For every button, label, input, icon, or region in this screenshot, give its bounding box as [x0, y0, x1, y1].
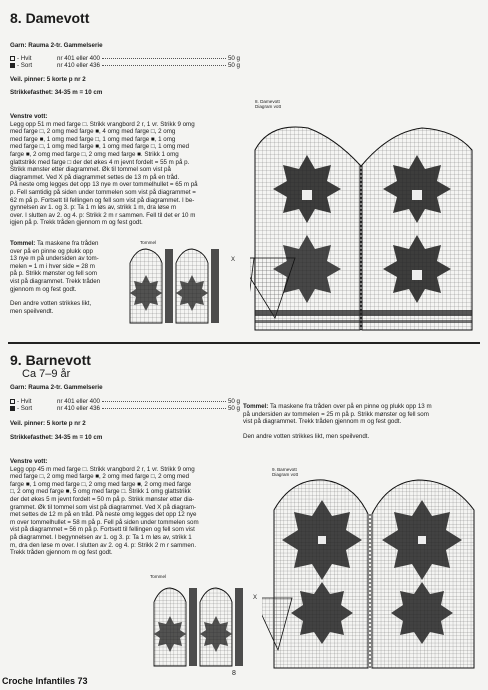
page-number: 8: [232, 670, 236, 677]
thumb-caption: Tommel: [150, 574, 167, 579]
line: Trekk tråden gjennom m og fest godt.: [10, 549, 113, 557]
watermark: Croche Infantiles 73: [2, 676, 88, 686]
line: □, 2 omg med farge ■, 5 omg med farge □. Strikk 1 omg glattstrikk: [10, 488, 191, 496]
line: på diagrammet. I begynnelsen av 1. og 3. p: Ta 1 m løs av, strikk 1: [10, 533, 192, 541]
white-square-icon: [10, 399, 15, 404]
line: over. I slutten av 2. og 4. p: Strikk 2 m r sammen. Fell til det er 10 m: [10, 211, 196, 219]
subheading: Venstre vott:: [10, 458, 48, 465]
yarn-line: Garn: Rauma 2-tr. Gammelserie: [10, 384, 103, 391]
yarn-info: [10, 42, 240, 97]
line: vist på diagrammet. Trekk tråden gjennom m og fest godt.: [243, 418, 402, 426]
star-motif-right-top: [383, 155, 451, 223]
color-row-black: [10, 62, 240, 70]
color-row-black: [10, 405, 240, 413]
thumb-caption: Tommel: [140, 240, 157, 245]
subheading: Tommel:: [10, 240, 36, 247]
line-text: Ta maskene fra tråden: [36, 240, 99, 247]
line: p. Fell samtidig på siden under tommelen som vist på diagrammet =: [10, 188, 196, 196]
line: med farge ■, 1 omg med farge □, 1 omg med farge ■, 1 omg: [10, 135, 176, 143]
line: 62 m på p. Fortsett til fellingen og fell som vist på diagrammet. I be-: [10, 196, 195, 204]
line: farge ■, 2 omg med farge □, 2 omg med farge ■. Strikk 1 omg: [10, 150, 179, 158]
line: Den andre votten strikkes likt,: [10, 300, 92, 308]
color-number: nr 401 eller 400: [57, 397, 100, 405]
line: melen = 1 m i hver side = 28 m: [10, 262, 95, 270]
line: [10, 240, 128, 248]
line: med farge □, 1 omg med farge ■, 1 omg med farge □, 1 omg med: [10, 143, 190, 151]
yarn-line: Garn: Rauma 2-tr. Gammelserie: [10, 42, 103, 49]
line: Den andre votten strikkes likt, men speilvendt.: [243, 432, 370, 440]
line: m over tommelhullet = 58 m på p. Fell på siden under tommelen som: [10, 518, 199, 526]
line: igjen på p. Trekk tråden gjennom m og fest godt.: [10, 219, 143, 227]
thumb-chart-1: [128, 245, 228, 325]
line: 13 nye m på undersiden av tom-: [10, 255, 99, 263]
line: diagrammet. Ved X på diagrammet settes de 13 m på en tråd.: [10, 173, 180, 181]
mitten-chart-1: [250, 110, 480, 332]
black-square-icon: [10, 406, 15, 411]
line: glattstrikk med farge □ der det økes 4 m jevnt fordelt = 55 m på p.: [10, 158, 190, 166]
color-quantity: 50 g: [227, 405, 240, 413]
gauge-line: Strikkefasthet: 34-35 m = 10 cm: [10, 434, 103, 442]
line: på undersiden av tommelen = 25 m på p. Strikk mønster og fell som: [243, 410, 429, 418]
caption-line: 9. Barnevott: [272, 467, 297, 472]
section-subtitle: Ca 7–9 år: [22, 368, 71, 380]
line: over på en pinne og plukk opp: [10, 247, 93, 255]
line: vist på diagrammet = 56 m på p. Fortsett til fellingen og fell som vist: [10, 526, 195, 534]
section-title: 9. Barnevott: [10, 352, 91, 368]
caption-line: Diagram vott: [255, 104, 282, 110]
caption-line: Diagram vott: [272, 472, 299, 478]
line: på p. Strikk mønster og fell som: [10, 270, 97, 278]
subheading: Tommel:: [243, 403, 269, 410]
line: [243, 403, 479, 411]
color-label: - Hvit: [17, 54, 32, 62]
subheading: Venstre vott:: [10, 113, 48, 120]
white-square-icon: [10, 56, 15, 61]
left-mitten-instructions: [10, 458, 246, 557]
color-quantity: 50 g: [227, 54, 240, 62]
line: På neste omg legges det opp 13 nye m over tommelhullet = 65 m på: [10, 181, 198, 189]
caption-line: 8. Damevott: [255, 99, 280, 104]
diagram-caption: [255, 99, 281, 109]
line: med farge □, 2 omg med farge ■, 2 omg med farge □, 2 omg med: [10, 473, 190, 481]
section-title: 8. Damevott: [10, 10, 90, 26]
line: der det økes 5 m jevnt fordelt = 50 m på p. Strikk mønster etter dia-: [10, 495, 195, 503]
line: m, dra den løse m over. I slutten av 2. og 4. p: Strikk 2 m r sammen.: [10, 541, 197, 549]
line: vist på diagrammet. Trekk tråden: [10, 277, 101, 285]
line: farge ■, 1 omg med farge □, 2 omg med farge ■, 2 omg med farge: [10, 480, 192, 488]
thumb-chart-2: [152, 582, 252, 668]
color-quantity: 50 g: [227, 62, 240, 70]
color-number: nr 401 eller 400: [57, 54, 100, 62]
color-label: - Sort: [17, 62, 33, 70]
color-number: nr 410 eller 436: [57, 405, 100, 413]
line: grammet. Øk til tommel som vist på diagrammet. Ved X på diagram-: [10, 503, 197, 511]
star-motif-left-top: [273, 155, 341, 223]
line: Legg opp 51 m med farge □. Strikk vrangbord 2 r, 1 vr. Strikk 9 omg: [10, 120, 195, 128]
mitten-chart-2: [262, 470, 482, 670]
black-square-icon: [10, 63, 15, 68]
color-label: - Sort: [17, 405, 33, 413]
needles-line: Veil. pinner: 5 korte p nr 2: [10, 75, 86, 83]
left-mitten-instructions: [10, 113, 248, 227]
line: Strikk mønster etter diagrammet. Øk til tommel som vist på: [10, 166, 171, 174]
line: men speilvendt.: [10, 307, 54, 315]
yarn-info: [10, 384, 240, 442]
gauge-line: Strikkefasthet: 34-35 m = 10 cm: [10, 89, 103, 97]
line: met settes de 12 m på en tråd. På neste omg legges det opp 12 nye: [10, 511, 197, 519]
line: Legg opp 45 m med farge □. Strikk vrangbord 2 r, 1 vr. Strikk 9 omg: [10, 465, 195, 473]
color-row-white: [10, 398, 240, 406]
x-marker: X: [253, 595, 258, 601]
line-text: Ta maskene fra tråden over på en pinne og plukk opp 13 m: [269, 403, 432, 410]
line: med farge □, 2 omg med farge ■, 4 omg med farge □, 2 omg: [10, 128, 176, 136]
line: gynnelsen av 1. og 3. p: Ta 1 m løs av, strikk 1 m, dra løse m: [10, 204, 177, 212]
color-row-white: [10, 55, 240, 63]
needles-line: Veil. pinner: 5 korte p nr 2: [10, 419, 86, 427]
x-marker: X: [231, 257, 236, 263]
color-number: nr 410 eller 436: [57, 62, 100, 70]
thumb-instructions: [10, 240, 128, 315]
star-motif-right-bottom: [383, 235, 451, 303]
section-divider: [8, 342, 480, 344]
thumb-instructions: [243, 403, 479, 440]
color-label: - Hvit: [17, 397, 32, 405]
color-quantity: 50 g: [227, 397, 240, 405]
line: gjennom m og fest godt.: [10, 285, 77, 293]
